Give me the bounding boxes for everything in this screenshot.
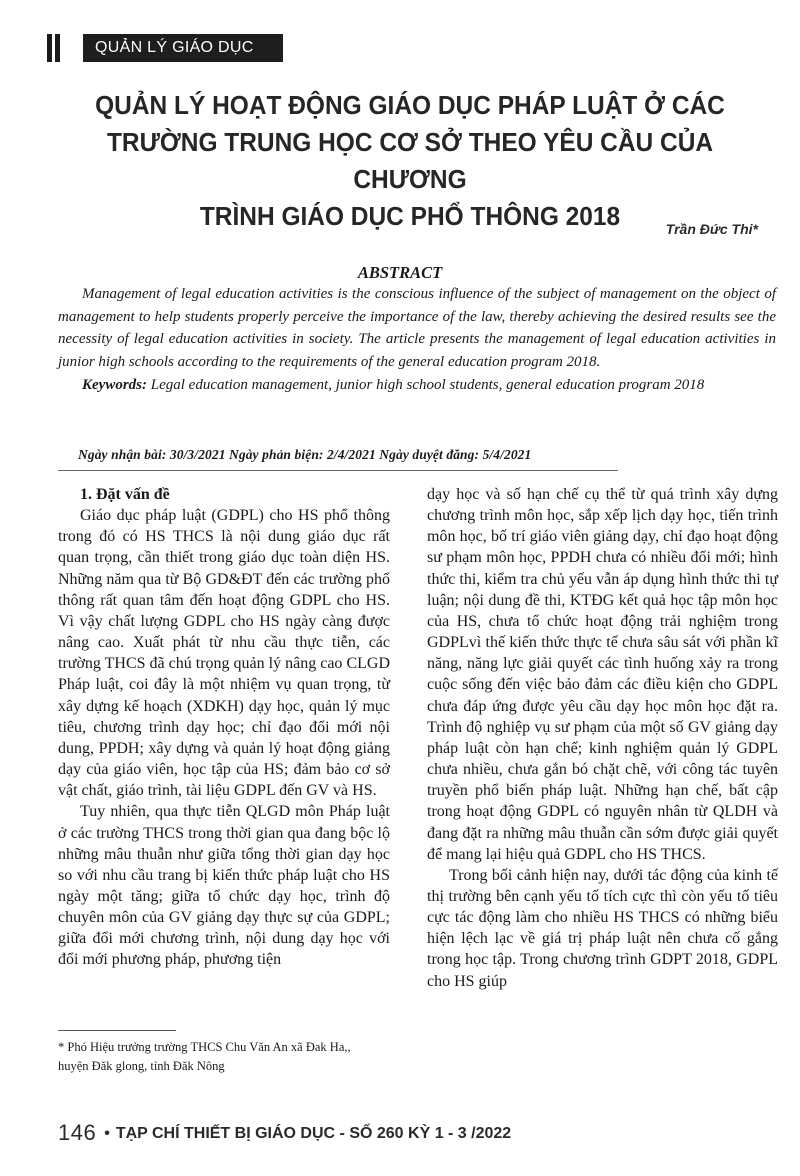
- bullet-icon: •: [104, 1125, 110, 1142]
- article-dates: Ngày nhận bài: 30/3/2021 Ngày phản biện: 2/4/2021 Ngày duyệt đăng: 5/4/2021: [78, 447, 532, 462]
- page-footer: [58, 1120, 511, 1146]
- footnote-line: huyện Đăk glong, tỉnh Đăk Nông: [58, 1059, 225, 1073]
- journal-name: TẠP CHÍ THIẾT BỊ GIÁO DỤC - SỐ 260 KỲ 1 - 3 /2022: [115, 1125, 512, 1142]
- paragraph: Trong bối cảnh hiện nay, dưới tác động của kinh tế thị trường bên cạnh yếu tố tích cực thì còn yếu tố tiêu cực tác động làm cho nhiều HS THCS có những biểu hiện lệch lạc về giá trị pháp luật nên chưa cố gắng trong học tập. Trong chương trình GDPT 2018, GDPL cho HS giúp: [427, 866, 778, 990]
- section-header: QUẢN LÝ GIÁO DỤC: [83, 34, 283, 62]
- keywords-label: Keywords:: [82, 377, 147, 393]
- article-title: [74, 88, 746, 236]
- footnote-rule: [58, 1030, 176, 1031]
- section-heading: 1. Đặt vấn đề: [80, 486, 170, 503]
- author-name: Trần Đức Thi*: [665, 221, 758, 237]
- title-line: QUẢN LÝ HOẠT ĐỘNG GIÁO DỤC PHÁP LUẬT Ở CÁC: [95, 92, 725, 120]
- abstract-text: Management of legal education activities is the conscious influence of the subject of management on the object of management to help students properly perceive the importance of the law, thereby achieving the desired results see the necessity of legal education activities in society. The article presents the management of legal education activities in junior high schools according to the requirements of the general education program 2018.: [58, 286, 776, 370]
- keywords-text: Legal education management, junior high school students, general education program 2018: [150, 377, 705, 393]
- separator-line: [58, 470, 618, 471]
- abstract-heading: ABSTRACT: [357, 263, 443, 282]
- column-right: [427, 484, 778, 992]
- paragraph: Giáo dục pháp luật (GDPL) cho HS phổ thông trong đó có HS THCS là nội dung giáo dục rất quan trọng, cần thiết trong giáo dục toàn diện HS. Những năm qua từ Bộ GD&ĐT đến các trường phổ thông rất quan tâm đến hoạt động GDPL cho HS. Vì vậy chất lượng GDPL cho HS ngày càng được nâng cao. Xuất phát từ nhu cầu thực tiễn, các trường THCS đã chú trọng quản lý nâng cao CLGD Pháp luật, coi đây là một nhiệm vụ quan trọng, từ xây dựng kế hoạch (XDKH) dạy học, quản lý mục tiêu, chương trình dạy học; chỉ đạo đổi mới nội dung, PPDH; xây dựng và quản lý hoạt động giảng dạy của giáo viên, học tập của HS; đảm bảo cơ sở vật chất, giáo trình, tài liệu GDPL đến GV và HS.: [58, 507, 390, 800]
- page-number: 146: [58, 1120, 97, 1145]
- header-bars-decoration: [47, 34, 69, 62]
- footnote: [58, 1038, 388, 1076]
- keywords: [58, 374, 776, 396]
- paragraph: dạy học và số hạn chế cụ thể từ quá trình xây dựng chương trình môn học, sắp xếp lịch dạy học, tiến trình môn học, bố trí giáo viên giảng dạy, chỉ đạo hoạt động sư phạm môn học, PPDH chưa có nhiều đổi mới; hình thức thi, kiểm tra chủ yếu vẫn áp dụng hình thức thi tự luận; nội dung đề thi, KTĐG kết quả học tập môn học của HS, chưa tổ chức hoạt động trải nghiệm trong GDPLvì thế kiến thức thực tế chưa sâu sát với phần kĩ năng, năng lực giải quyết các tình huống xảy ra trong cuộc sống đến việc bảo đảm các điều kiện cho GDPL chưa đáp ứng được yêu cầu dạy học môn học đặt ra. Trình độ nghiệp vụ sư phạm của một số GV giảng dạy pháp luật còn hạn chế; kinh nghiệm quản lý GDPL chưa nhiều, chưa gắn bó chặt chẽ, với công tác tuyên truyền phổ biến pháp luật. Những hạn chế, bất cập trong hoạt động GDPL có nguyên nhân từ QLDH và đang đặt ra những mâu thuẫn cần sớm được giải quyết để mang lại hiệu quả GDPL cho HS THCS.: [427, 486, 778, 863]
- title-line: TRÌNH GIÁO DỤC PHỔ THÔNG 2018: [199, 203, 621, 231]
- title-line: TRƯỜNG TRUNG HỌC CƠ SỞ THEO YÊU CẦU CỦA CHƯƠNG: [106, 129, 714, 194]
- footnote-line: * Phó Hiệu trưởng trường THCS Chu Văn An xã Đak Ha,,: [58, 1040, 351, 1054]
- paragraph: Tuy nhiên, qua thực tiễn QLGD môn Pháp luật ở các trường THCS trong thời gian qua đang bộc lộ những mâu thuẫn như giữa tổng thời gian dạy học so với nhu cầu trang bị kiến thức pháp luật cho HS ngày một tăng; giữa tổ chức dạy học, trình độ chuyên môn của GV giảng dạy thực sự của GDPL; giữa đổi mới chương trình, nội dung dạy học với đổi mới phương pháp, phương tiện: [58, 803, 390, 969]
- abstract-body: [58, 283, 776, 373]
- column-left: [58, 484, 390, 971]
